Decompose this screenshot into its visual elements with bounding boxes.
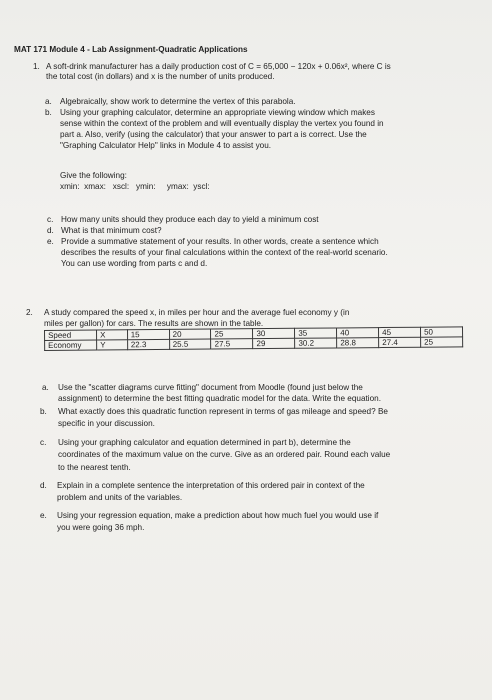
q1d-marker: d. (47, 226, 54, 235)
table-cell: 20 (169, 329, 211, 339)
q2-line1: A study compared the speed x, in miles per hour and the average fuel economy y (in (44, 308, 350, 317)
q2c-line1: Using your graphing calculator and equation determined in part b), determine the (58, 438, 351, 447)
table-cell: 25 (421, 337, 463, 347)
table-cell: 29 (253, 338, 295, 348)
q1b-line4: "Graphing Calculator Help" links in Module 4 to assist you. (60, 141, 272, 150)
table-cell: 40 (337, 328, 379, 338)
q1e-marker: e. (47, 237, 54, 246)
q2b-marker: b. (40, 407, 47, 416)
q2e-line1: Using your regression equation, make a prediction about how much fuel you would use if (57, 511, 379, 520)
q1b-line2: sense within the context of the problem and will eventually display the vertex you found in (60, 119, 384, 128)
q2d-line1: Explain in a complete sentence the interpretation of this ordered pair in context of the (57, 481, 365, 490)
q2a-marker: a. (42, 383, 49, 392)
table-cell: 27.5 (211, 339, 253, 349)
q1e-line3: You can use wording from parts c and d. (61, 259, 208, 268)
q1-window-line: xmin: xmax: xscl: ymin: ymax: yscl: (60, 182, 210, 191)
q2-line2: miles per gallon) for cars. The results are shown in the table. (44, 319, 264, 328)
q2a-line2: assignment) to determine the best fitting quadratic model for the data. Write the equation. (58, 394, 381, 403)
table-cell: 30.2 (295, 338, 337, 348)
q2-number: 2. (26, 308, 33, 317)
speed-economy-table (44, 326, 463, 351)
q1b-line3: part a. Also, verify (using the calculator) that your answer to part a is correct. Use the (60, 130, 367, 139)
q2e-line2: you were going 36 mph. (57, 523, 145, 532)
q1c-text: How many units should they produce each day to yield a minimum cost (61, 215, 319, 224)
table-cell: 30 (253, 328, 295, 338)
q2b-line2: specific in your discussion. (58, 419, 155, 428)
q2d-line2: problem and units of the variables. (57, 493, 183, 502)
q2a-line1: Use the "scatter diagrams curve fitting" document from Moodle (found just below the (58, 383, 363, 392)
q2b-line1: What exactly does this quadratic function represent in terms of gas mileage and speed? Be (58, 407, 388, 416)
q2c-line2: coordinates of the maximum value on the curve. Give as an ordered pair. Round each value (58, 450, 391, 459)
document-header: MAT 171 Module 4 - Lab Assignment-Quadratic Applications (14, 45, 248, 54)
table-cell: 35 (295, 328, 337, 338)
row-variable: X (97, 330, 128, 340)
row-variable: Y (97, 340, 128, 350)
q1c-marker: c. (47, 215, 54, 224)
q1a-marker: a. (45, 97, 52, 106)
table-cell: 50 (421, 327, 463, 337)
table-cell: 22.3 (127, 339, 169, 349)
q1e-line2: describes the results of your final calculations within the context of the real-world scenario. (61, 248, 388, 257)
row-label: Economy (45, 340, 97, 350)
q1b-line1: Using your graphing calculator, determine an appropriate viewing window which makes (60, 108, 375, 117)
q1-line1: A soft-drink manufacturer has a daily production cost of C = 65,000 − 120x + 0.06x², where C is (46, 62, 391, 71)
q1d-text: What is that minimum cost? (61, 226, 162, 235)
q2e-marker: e. (40, 511, 47, 520)
q1-give-following: Give the following: (60, 171, 127, 180)
q1-line2: the total cost (in dollars) and x is the number of units produced. (46, 72, 275, 81)
q1a-text: Algebraically, show work to determine the vertex of this parabola. (60, 97, 296, 106)
table-cell: 15 (127, 329, 169, 339)
table-cell: 45 (379, 327, 421, 337)
table-cell: 25.5 (169, 339, 211, 349)
table-cell: 27.4 (379, 337, 421, 347)
q2c-line3: to the nearest tenth. (58, 463, 131, 472)
q2d-marker: d. (40, 481, 47, 490)
row-label: Speed (45, 330, 97, 340)
q1b-marker: b. (45, 108, 52, 117)
q1-number: 1. (33, 62, 40, 71)
table-cell: 28.8 (337, 338, 379, 348)
q2c-marker: c. (40, 438, 47, 447)
q1e-line1: Provide a summative statement of your results. In other words, create a sentence which (61, 237, 379, 246)
table-cell: 25 (211, 329, 253, 339)
